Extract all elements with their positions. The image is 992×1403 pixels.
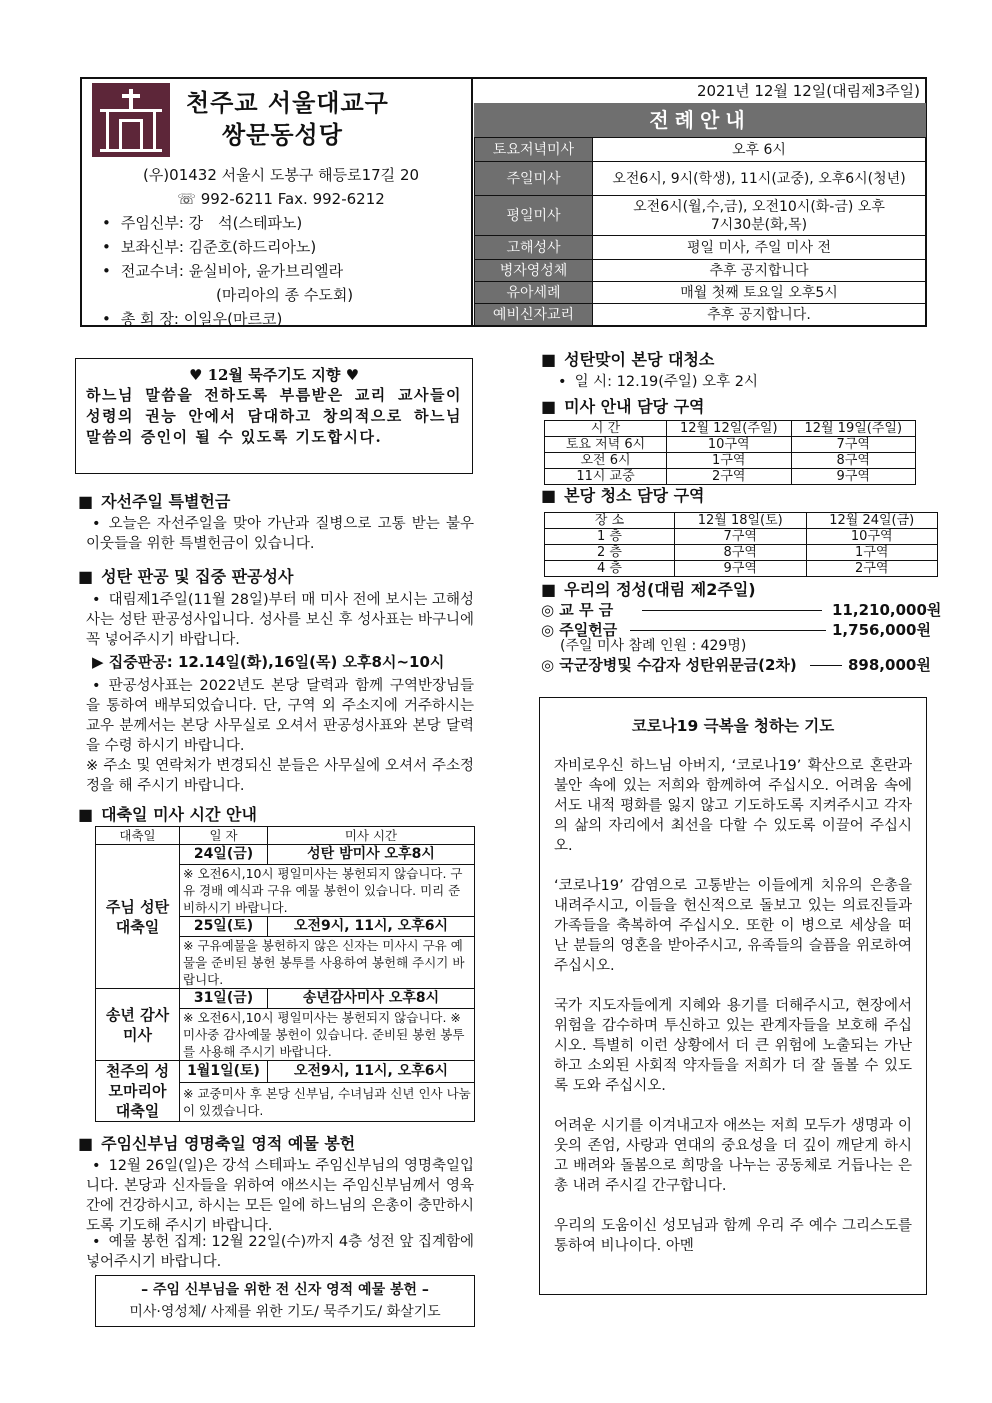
header-divider (471, 79, 473, 325)
cleaning-cell: 1구역 (806, 545, 938, 561)
feast-christmas: 주님 성탄 대축일 (96, 845, 180, 989)
mass-label: 병자영성체 (475, 260, 593, 282)
feast-date: 24일(금) (180, 845, 268, 865)
staff-president: • 총 회 장: 이일우(마르코) (96, 307, 466, 331)
guide-cell: 9구역 (791, 469, 916, 485)
covid-prayer-paragraph: 어려운 시기를 이겨내고자 애쓰는 저희 모두가 생명과 이웃의 존엄, 사랑과 연대의 중요성을 더 깊이 깨닫게 하시고 배려와 돌봄으로 희망을 나누는 공동체로 거듭나는 은총 내려 주시길 간구합니다. (554, 1118, 912, 1194)
cleaning-detail: • 일 시: 12.19(주일) 오후 2시 (552, 372, 758, 392)
feast-note: ※ 오전6시,10시 평일미사는 봉헌되지 않습니다. ※ 미사중 감사예물 봉헌이 있습니다. 준비된 봉헌 봉투를 사용해 주시기 바랍니다. (180, 1009, 475, 1061)
guide-header: 12월 12일(주일) (667, 421, 792, 437)
bulletin-date: 2021년 12월 12일(대림제3주일) (696, 82, 920, 100)
cleaning-cell: 7구역 (675, 529, 807, 545)
feast-date: 31일(금) (180, 989, 268, 1009)
church-cleaning-table (544, 512, 938, 577)
mass-label: 주일미사 (475, 162, 593, 196)
prayer-intent-title: ♥ 12월 묵주기도 지향 ♥ (188, 366, 360, 384)
feast-date: 1월1일(토) (180, 1061, 268, 1083)
covid-prayer-paragraph: ‘코로나19’ 감염으로 고통받는 이들에게 치유의 은총을 내려주시고, 이들을 헌신적으로 돌보고 있는 의료진들과 가족들을 축복하여 주십시오. 또한 이 병으로 세상을 떠난 분들의 영혼을 받아주시고, 유족들의 슬픔을 위로하여 주십시오. (554, 878, 912, 974)
covid-prayer-box (539, 697, 927, 1295)
bouquet-box-title: – 주임 신부님을 위한 전 신자 영적 예물 봉헌 – (141, 1282, 429, 1298)
feast-mass-time: 송년감사미사 오후8시 (268, 989, 475, 1009)
mass-value: 오전6시, 9시(학생), 11시(교중), 오후6시(청년) (593, 162, 926, 196)
offering-label-dues: ◎ 교 무 금 (541, 601, 614, 619)
offering-label-sunday: ◎ 주일헌금 (541, 621, 618, 639)
feast-mass-time: 오전9시, 11시, 오후6시 (268, 917, 475, 937)
church-phone: ☏ 992-6211 Fax. 992-6212 (177, 190, 385, 208)
confession-heading: ■ 성탄 판공 및 집중 판공성사 (78, 566, 293, 588)
staff-assistant: • 보좌신부: 김준호(하드리아노) (96, 235, 466, 259)
church-logo (92, 83, 170, 157)
offering-leader-line (642, 610, 822, 611)
bulletin-header (80, 77, 927, 327)
confession-body1: • 대림제1주일(11월 28일)부터 매 미사 전에 보시는 고해성사는 성탄 판공성사입니다. 성사를 보신 후 성사표는 바구니에 꼭 넣어주시기 바랍니다. (86, 590, 474, 650)
church-title-line2: 쌍문동성당 (222, 121, 343, 149)
cleaning-cell: 8구역 (675, 545, 807, 561)
liturgy-title: 전례안내 (474, 103, 926, 137)
feast-note: ※ 오전6시,10시 평일미사는 봉헌되지 않습니다. 구유 경배 예식과 구유 예물 봉헌이 있습니다. 미리 준비하시기 바랍니다. (180, 865, 475, 917)
cleaning-cell: 10구역 (806, 529, 938, 545)
confession-body2: • 판공성사표는 2022년도 본당 달력과 함께 구역반장님들을 통하여 배부되었습니다. 단, 구역 외 주소지에 거주하시는 교우 분께서는 본당 사무실로 오셔서 판공성사표와 본당 달력을 수령 하시기 바랍니다. (86, 676, 474, 756)
bouquet-body2: • 예물 봉헌 집계: 12월 22일(수)까지 4층 성전 앞 집계함에 넣어주시기 바랍니다. (86, 1232, 474, 1272)
guide-cell: 1구역 (667, 453, 792, 469)
feast-heading: ■ 대축일 미사 시간 안내 (78, 804, 257, 826)
cleaning-header: 장 소 (545, 513, 675, 529)
feast-mass-table (95, 826, 475, 1122)
mass-value: 추후 공지합니다 (593, 260, 926, 282)
confession-focus: ▶ 집중판공: 12.14일(화),16일(목) 오후8시~10시 (92, 653, 445, 671)
guide-cell: 오전 6시 (545, 453, 667, 469)
mass-guide-heading: ■ 미사 안내 담당 구역 (541, 396, 704, 418)
mass-label: 고해성사 (475, 236, 593, 260)
mass-label: 예비신자교리 (475, 304, 593, 326)
mass-value: 추후 공지합니다. (593, 304, 926, 326)
feast-mary: 천주의 성모마리아 대축일 (96, 1061, 180, 1122)
offering-attendance: (주일 미사 참례 인원 : 429명) (560, 638, 747, 654)
covid-prayer-title: 코로나19 극복을 청하는 기도 (631, 717, 835, 735)
offering-amount-soldiers: 898,000원 (848, 656, 931, 674)
guide-cell: 2구역 (667, 469, 792, 485)
cleaning-cell: 2구역 (806, 561, 938, 577)
staff-sisters: • 전교수녀: 윤실비아, 윤가브리엘라 (96, 259, 466, 283)
mass-label: 평일미사 (475, 196, 593, 236)
guide-cell: 토요 저녁 6시 (545, 437, 667, 453)
feast-note: ※ 구유예물을 봉헌하지 않은 신자는 미사시 구유 예물을 준비된 봉헌 봉투를 사용하여 봉헌해 주시기 바랍니다. (180, 937, 475, 989)
covid-prayer-paragraph: 우리의 도움이신 성모님과 함께 우리 주 예수 그리스도를 통하여 비나이다. 아멘 (554, 1218, 912, 1254)
offering-leader-line (810, 665, 842, 666)
bouquet-body1: • 12월 26일(일)은 강석 스테파노 주임신부님의 영명축일입니다. 본당과 신자들을 위하여 애쓰시는 주임신부님께서 영육 간에 건강하시고, 하시는 모든 일에 하느님의 은총이 충만하시도록 기도해 주시기 바랍니다. (86, 1156, 474, 1236)
mass-label: 유아세례 (475, 282, 593, 304)
bouquet-box-items: 미사·영성체/ 사제를 위한 기도/ 묵주기도/ 화살기도 (129, 1304, 441, 1320)
offering-leader-line (630, 630, 826, 631)
cleaning-header: 12월 24일(금) (806, 513, 938, 529)
feast-mass-time: 오전9시, 11시, 오후6시 (268, 1061, 475, 1083)
feast-mass-time: 성탄 밤미사 오후8시 (268, 845, 475, 865)
cleaning-cell: 1 층 (545, 529, 675, 545)
church-cleaning-heading: ■ 본당 청소 담당 구역 (541, 485, 704, 507)
church-info (96, 163, 466, 331)
covid-prayer-paragraph: 자비로우신 하느님 아버지, ‘코로나19’ 확산으로 혼란과 불안 속에 있는 저희와 함께하여 주십시오. 어려움 속에서도 내적 평화를 잃지 않고 기도하도록 지켜주시고 각자의 삶의 자리에서 최선을 다할 수 있도록 이끌어 주십시오. (554, 758, 912, 854)
guide-cell: 7구역 (791, 437, 916, 453)
prayer-intent-box (75, 358, 473, 474)
mass-guide-table (544, 420, 916, 485)
cleaning-heading: ■ 성탄맞이 본당 대청소 (541, 349, 714, 371)
cleaning-cell: 4 층 (545, 561, 675, 577)
offering-amount-dues: 11,210,000원 (832, 601, 942, 619)
bouquet-box (95, 1275, 475, 1327)
feast-note: ※ 교중미사 후 본당 신부님, 수녀님과 신년 인사 나눔이 있겠습니다. (180, 1082, 475, 1121)
feast-date: 25일(토) (180, 917, 268, 937)
church-address: (우)01432 서울시 도봉구 해등로17길 20 (142, 166, 420, 184)
guide-header: 12월 19일(주일) (791, 421, 916, 437)
offering-amount-sunday: 1,756,000원 (832, 621, 931, 639)
mass-label: 토요저녁미사 (475, 138, 593, 162)
charity-body: • 오늘은 자선주일을 맞아 가난과 질병으로 고통 받는 불우이웃들을 위한 특별헌금이 있습니다. (86, 514, 474, 554)
church-title (186, 87, 389, 151)
prayer-intent-body: 하느님 말씀을 전하도록 부름받은 교리 교사들이 성령의 권능 안에서 담대하고 창의적으로 하느님 말씀의 증인이 될 수 있도록 기도합시다. (86, 386, 462, 446)
mass-value: 매월 첫째 토요일 오후5시 (593, 282, 926, 304)
mass-schedule-table (474, 137, 926, 326)
guide-cell: 11시 교중 (545, 469, 667, 485)
feast-col-date: 일 자 (180, 827, 268, 845)
feast-col-feast: 대축일 (96, 827, 180, 845)
charity-heading: ■ 자선주일 특별헌금 (78, 491, 230, 513)
mass-value: 평일 미사, 주일 미사 전 (593, 236, 926, 260)
guide-cell: 10구역 (667, 437, 792, 453)
feast-yearend: 송년 감사미사 (96, 989, 180, 1061)
church-title-line1: 천주교 서울대교구 (186, 89, 389, 117)
offering-label-soldiers: ◎ 국군장병및 수감자 성탄위문금(2차) (541, 656, 797, 674)
bouquet-heading: ■ 주임신부님 영명축일 영적 예물 봉헌 (78, 1133, 355, 1155)
staff-pastor: • 주임신부: 강 석(스테파노) (96, 211, 466, 235)
guide-cell: 8구역 (791, 453, 916, 469)
cleaning-cell: 9구역 (675, 561, 807, 577)
cleaning-header: 12월 18일(토) (675, 513, 807, 529)
staff-sisters-order: (마리아의 종 수도회) (216, 286, 354, 304)
feast-col-time: 미사 시간 (268, 827, 475, 845)
mass-value: 오후 6시 (593, 138, 926, 162)
confession-body3: ※ 주소 및 연락처가 변경되신 분들은 사무실에 오셔서 주소정정을 해 주시기 바랍니다. (86, 758, 474, 794)
mass-value: 오전6시(월,수,금), 오전10시(화-금) 오후7시30분(화,목) (593, 196, 926, 236)
guide-header: 시 간 (545, 421, 667, 437)
offerings-heading: ■ 우리의 정성(대림 제2주일) (541, 579, 756, 601)
cleaning-cell: 2 층 (545, 545, 675, 561)
covid-prayer-paragraph: 국가 지도자들에게 지혜와 용기를 더해주시고, 현장에서 위험을 감수하며 투신하고 있는 관계자들을 보호해 주십시오. 특별히 이런 상황에서 더 큰 위험에 노출되는 가난하고 소외된 사회적 약자들을 저희가 더 잘 돌볼 수 있도록 도와 주십시오. (554, 998, 912, 1094)
